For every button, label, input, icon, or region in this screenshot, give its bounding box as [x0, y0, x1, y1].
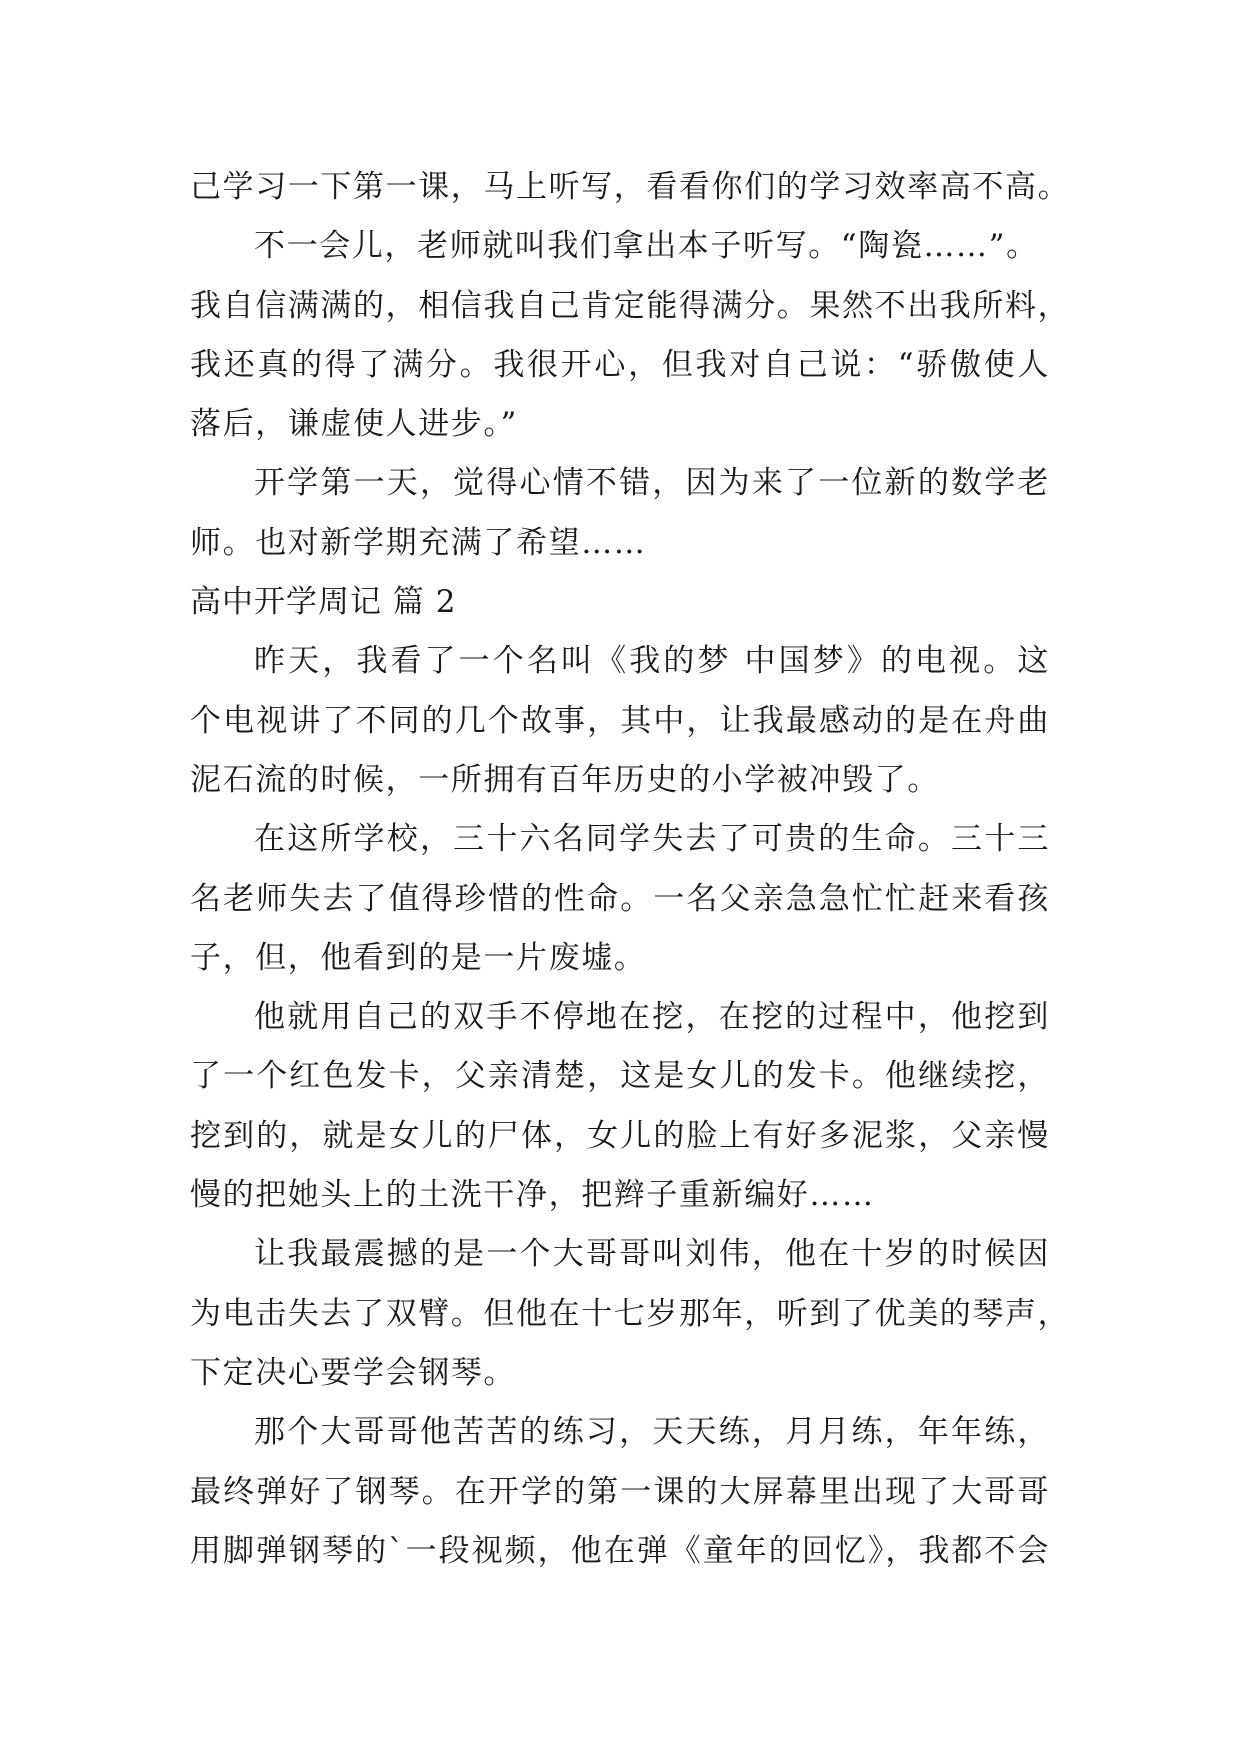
text-line: 泥石流的时候，一所拥有百年历史的小学被冲毁了。 — [190, 761, 940, 798]
text-line: 慢的把她头上的土洗干净，把辫子重新编好…… — [190, 1177, 875, 1214]
text-line: 最终弹好了钢琴。在开学的第一课的大屏幕里出现了大哥哥 — [190, 1473, 1050, 1510]
text-line: 师。也对新学期充满了希望…… — [190, 524, 647, 561]
paragraph-first-line: 昨天，我看了一个名叫《我的梦 中国梦》的电视。这 — [254, 643, 1050, 680]
text-line: 落后，谦虚使人进步。” — [190, 406, 518, 443]
text-line: 我还真的得了满分。我很开心，但我对自己说：“骄傲使人 — [190, 346, 1050, 383]
text-line: 下定决心要学会钢琴。 — [190, 1354, 516, 1391]
document-body — [190, 158, 1071, 1581]
text-line: 己学习一下第一课，马上听写，看看你们的学习效率高不高。 — [190, 169, 1071, 205]
text-line: 名老师失去了值得珍惜的性命。一名父亲急急忙忙赶来看孩 — [190, 880, 1050, 917]
paragraph-first-line: 他就用自己的双手不停地在挖，在挖的过程中，他挖到 — [254, 999, 1050, 1036]
paragraph-first-line: 不一会儿，老师就叫我们拿出本子听写。“陶瓷……”。 — [254, 228, 1039, 265]
paragraph-first-line: 那个大哥哥他苦苦的练习，天天练，月月练，年年练， — [254, 1414, 1050, 1451]
text-line: 为电击失去了双臂。但他在十七岁那年，听到了优美的琴声， — [190, 1295, 1071, 1332]
text-line: 用脚弹钢琴的`一段视频，他在弹《童年的回忆》，我都不会 — [190, 1532, 1050, 1569]
text-line: 了一个红色发卡，父亲清楚，这是女儿的发卡。他继续挖， — [190, 1058, 1050, 1095]
text-line: 子，但，他看到的是一片废墟。 — [190, 939, 647, 976]
text-line: 挖到的，就是女儿的尸体，女儿的脸上有好多泥浆，父亲慢 — [190, 1117, 1050, 1154]
paragraph-first-line: 在这所学校，三十六名同学失去了可贵的生命。三十三 — [254, 821, 1050, 858]
text-line: 我自信满满的，相信我自己肯定能得满分。果然不出我所料， — [190, 287, 1071, 324]
paragraph-first-line: 让我最震撼的是一个大哥哥叫刘伟，他在十岁的时候因 — [254, 1236, 1050, 1273]
text-line: 个电视讲了不同的几个故事，其中，让我最感动的是在舟曲 — [190, 702, 1050, 739]
paragraph-first-line: 开学第一天，觉得心情不错，因为来了一位新的数学老 — [254, 465, 1050, 502]
section-heading: 高中开学周记 篇 2 — [190, 584, 457, 621]
